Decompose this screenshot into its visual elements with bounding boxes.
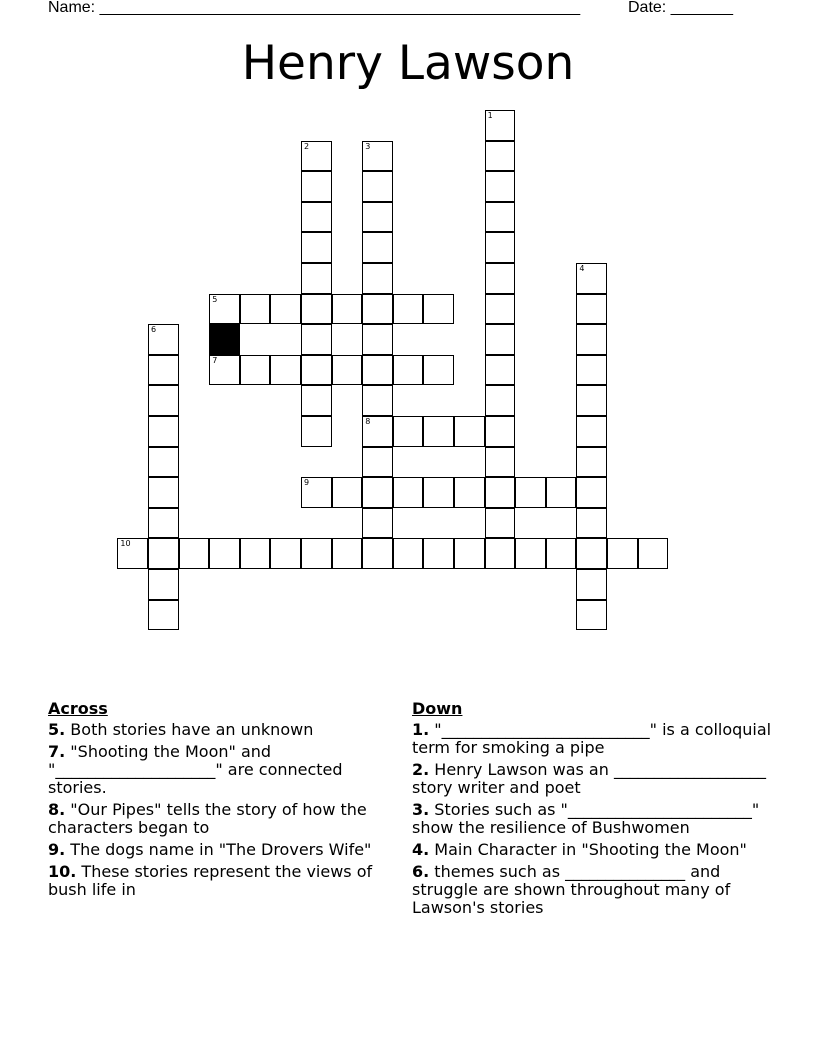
clue-number: 10 <box>120 539 131 549</box>
crossword-cell[interactable] <box>576 508 607 539</box>
crossword-cell[interactable] <box>576 294 607 325</box>
across-heading: Across <box>48 699 108 718</box>
crossword-cell[interactable] <box>301 416 332 447</box>
clue-num: 4. <box>412 840 430 859</box>
crossword-cell[interactable] <box>148 355 179 386</box>
clue-text: Both stories have an unknown <box>65 720 314 739</box>
clue-text: Main Character in "Shooting the Moon" <box>429 840 747 859</box>
crossword-cell[interactable] <box>240 538 271 569</box>
page-title: Henry Lawson <box>241 36 575 91</box>
crossword-cell[interactable] <box>607 538 638 569</box>
crossword-cell[interactable] <box>362 508 393 539</box>
crossword-cell[interactable] <box>576 324 607 355</box>
crossword-cell[interactable] <box>148 324 179 355</box>
crossword-cell[interactable] <box>362 232 393 263</box>
clue-item <box>48 841 388 859</box>
crossword-cell[interactable] <box>209 538 240 569</box>
crossword-cell[interactable] <box>485 477 516 508</box>
down-heading: Down <box>412 699 463 718</box>
clue-text: These stories represent the views of bush life in <box>48 862 378 899</box>
clue-number: 1 <box>487 111 493 120</box>
clue-number: 4 <box>579 264 585 273</box>
crossword-cell[interactable] <box>148 416 179 447</box>
crossword-cell[interactable] <box>362 263 393 294</box>
clue-number: 5 <box>212 294 218 304</box>
crossword-cell[interactable] <box>485 538 516 569</box>
clue-text: "Our Pipes" tells the story of how the characters began to <box>48 800 372 837</box>
crossword-cell[interactable] <box>240 294 271 325</box>
crossword-cell[interactable] <box>485 141 516 172</box>
crossword-cell[interactable] <box>362 294 393 325</box>
crossword-cell[interactable] <box>362 355 393 386</box>
clue-num: 2. <box>412 760 430 779</box>
clue-item <box>48 743 388 797</box>
crossword-cell[interactable] <box>332 355 363 386</box>
crossword-cell[interactable] <box>485 508 516 539</box>
crossword-cell[interactable] <box>148 385 179 416</box>
crossword-cell[interactable] <box>515 477 546 508</box>
crossword-cell[interactable] <box>423 355 454 386</box>
crossword-cell[interactable] <box>270 294 301 325</box>
date-label: Date: _______ <box>628 0 733 16</box>
crossword-cell[interactable] <box>423 538 454 569</box>
across-clue-list <box>48 721 388 899</box>
clue-num: 8. <box>48 800 66 819</box>
crossword-cell[interactable] <box>485 202 516 233</box>
crossword-cell[interactable] <box>362 538 393 569</box>
crossword-cell[interactable] <box>301 324 332 355</box>
crossword-cell[interactable] <box>209 294 240 325</box>
crossword-cell[interactable] <box>148 569 179 600</box>
crossword-cell[interactable] <box>576 385 607 416</box>
crossword-cell[interactable] <box>485 385 516 416</box>
crossword-cell[interactable] <box>546 538 577 569</box>
clue-item <box>412 801 772 837</box>
crossword-cell[interactable] <box>362 447 393 478</box>
crossword-cell[interactable] <box>454 477 485 508</box>
clue-number: 7 <box>212 355 218 365</box>
crossword-cell[interactable] <box>362 202 393 233</box>
clue-item <box>48 801 388 837</box>
clue-text: Henry Lawson was an ___________________ story writer and poet <box>412 760 772 797</box>
crossword-cell[interactable] <box>576 477 607 508</box>
clue-number: 3 <box>365 141 371 151</box>
clue-item <box>412 720 777 757</box>
clue-text: "__________________________" is a colloquial term for smoking a pipe <box>412 720 777 757</box>
crossword-cell[interactable] <box>393 538 424 569</box>
clue-item <box>412 863 772 917</box>
crossword-cell[interactable] <box>485 263 516 294</box>
crossword-cell[interactable] <box>362 477 393 508</box>
crossword-cell[interactable] <box>301 202 332 233</box>
crossword-cell[interactable] <box>301 141 332 172</box>
crossword-cell[interactable] <box>270 538 301 569</box>
crossword-cell[interactable] <box>148 477 179 508</box>
black-cell <box>209 324 240 355</box>
clue-text: "Shooting the Moon" and "____________________" are connected stories. <box>48 742 348 797</box>
clue-number: 8 <box>365 417 371 426</box>
crossword-cell[interactable] <box>332 538 363 569</box>
crossword-cell[interactable] <box>301 294 332 325</box>
crossword-cell[interactable] <box>393 416 424 447</box>
crossword-cell[interactable] <box>576 263 607 294</box>
clue-item <box>412 841 772 859</box>
crossword-cell[interactable] <box>454 416 485 447</box>
clue-number: 2 <box>304 141 310 151</box>
crossword-cell[interactable] <box>423 294 454 325</box>
crossword-cell[interactable] <box>485 416 516 447</box>
crossword-cell[interactable] <box>576 447 607 478</box>
crossword-cell[interactable] <box>117 538 148 569</box>
crossword-cell[interactable] <box>301 263 332 294</box>
crossword-cell[interactable] <box>270 355 301 386</box>
clue-item <box>48 721 388 739</box>
crossword-cell[interactable] <box>515 538 546 569</box>
crossword-cell[interactable] <box>576 569 607 600</box>
clue-item <box>48 863 388 899</box>
crossword-cell[interactable] <box>362 416 393 447</box>
crossword-cell[interactable] <box>362 385 393 416</box>
clue-num: 3. <box>412 800 430 819</box>
crossword-cell[interactable] <box>362 324 393 355</box>
crossword-cell[interactable] <box>301 355 332 386</box>
crossword-cell[interactable] <box>576 416 607 447</box>
clue-num: 6. <box>412 862 430 881</box>
crossword-cell[interactable] <box>546 477 577 508</box>
crossword-cell[interactable] <box>485 232 516 263</box>
clue-number: 6 <box>151 325 157 335</box>
crossword-cell[interactable] <box>148 508 179 539</box>
crossword-cell[interactable] <box>485 171 516 202</box>
crossword-cell[interactable] <box>332 477 363 508</box>
crossword-cell[interactable] <box>393 355 424 386</box>
crossword-cell[interactable] <box>209 355 240 386</box>
crossword-cell[interactable] <box>485 324 516 355</box>
clue-item <box>412 761 772 797</box>
crossword-cell[interactable] <box>485 447 516 478</box>
clue-num: 7. <box>48 742 66 761</box>
crossword-cell[interactable] <box>301 477 332 508</box>
crossword-cell[interactable] <box>423 477 454 508</box>
crossword-cell[interactable] <box>332 294 363 325</box>
clue-num: 1. <box>412 720 430 739</box>
crossword-cell[interactable] <box>393 477 424 508</box>
crossword-cell[interactable] <box>638 538 669 569</box>
crossword-cell[interactable] <box>362 171 393 202</box>
clue-text: The dogs name in "The Drovers Wife" <box>65 840 372 859</box>
crossword-cell[interactable] <box>301 385 332 416</box>
crossword-cell[interactable] <box>454 538 485 569</box>
crossword-cell[interactable] <box>148 538 179 569</box>
crossword-cell[interactable] <box>485 110 516 141</box>
down-clues <box>412 699 777 921</box>
crossword-cell[interactable] <box>485 294 516 325</box>
crossword-cell[interactable] <box>362 141 393 172</box>
name-label: Name: ______________________________________________________ <box>48 0 581 16</box>
crossword-cell[interactable] <box>423 416 454 447</box>
clue-number: 9 <box>304 478 310 488</box>
crossword-cell[interactable] <box>485 355 516 386</box>
crossword-cell[interactable] <box>576 600 607 631</box>
clue-text: themes such as _______________ and struggle are shown throughout many of Lawson's stories <box>412 862 736 917</box>
clue-num: 9. <box>48 840 66 859</box>
name-line[interactable]: ______________________________________________________ <box>99 0 581 16</box>
clue-num: 10. <box>48 862 77 881</box>
crossword-cell[interactable] <box>576 538 607 569</box>
crossword-cell[interactable] <box>148 447 179 478</box>
crossword-cell[interactable] <box>301 538 332 569</box>
crossword-cell[interactable] <box>179 538 210 569</box>
date-line[interactable]: _______ <box>670 0 733 16</box>
clue-num: 5. <box>48 720 66 739</box>
crossword-cell[interactable] <box>301 232 332 263</box>
crossword-cell[interactable] <box>240 355 271 386</box>
crossword-cell[interactable] <box>148 600 179 631</box>
down-clue-list <box>412 720 777 917</box>
crossword-cell[interactable] <box>393 294 424 325</box>
crossword-cell[interactable] <box>576 355 607 386</box>
across-clues <box>48 700 388 903</box>
clue-text: Stories such as "_______________________" show the resilience of Bushwomen <box>412 800 765 837</box>
crossword-cell[interactable] <box>301 171 332 202</box>
